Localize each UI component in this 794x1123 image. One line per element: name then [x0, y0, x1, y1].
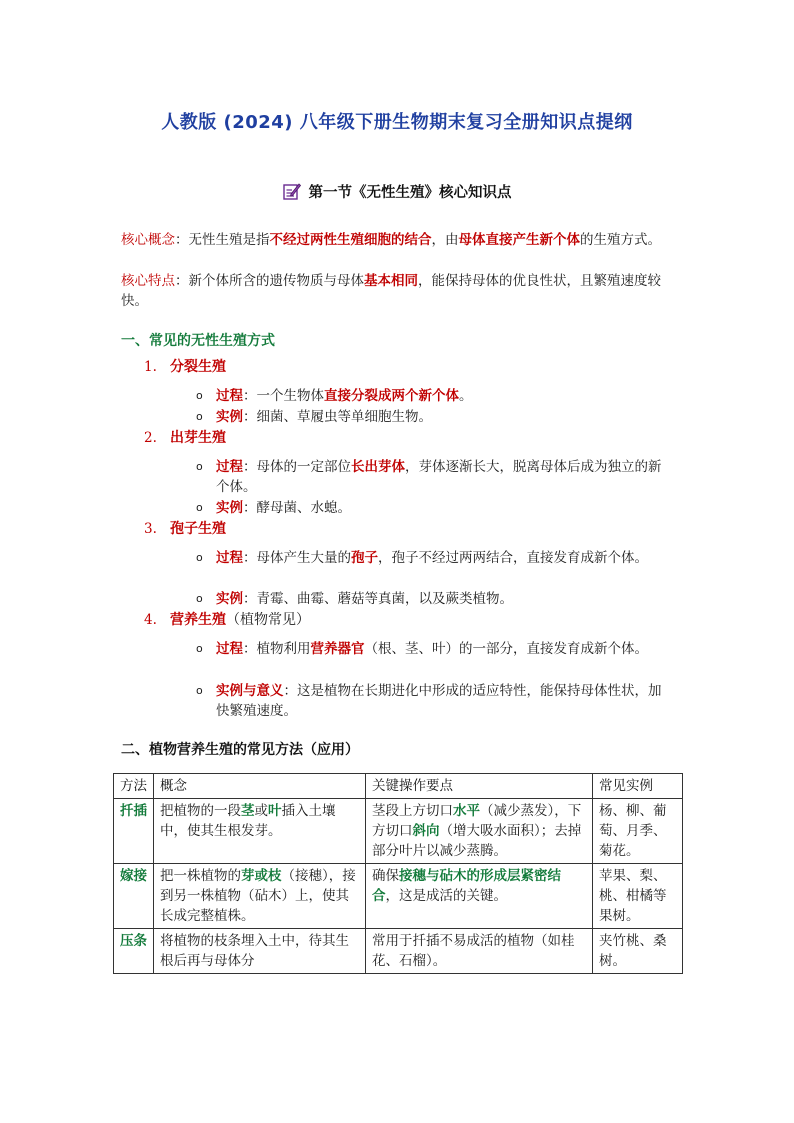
item-note: （植物常见） — [226, 612, 310, 628]
sub-text: ：母体的一定部位 — [243, 459, 351, 475]
cell-text: （增大吸水面积）；去掉部分叶片以减少蒸腾。 — [372, 823, 582, 859]
cell-text: 茎段上方切口 — [372, 803, 453, 819]
sub-label: 实例 — [216, 409, 243, 425]
item-number: 1. — [144, 359, 157, 375]
cell-text: 插入土壤中，使其生根发芽。 — [160, 803, 336, 839]
sub-text: ：青霉、曲霉、蘑菇等真菌，以及蕨类植物。 — [243, 591, 513, 607]
header-cell-examples: 常见实例 — [593, 774, 683, 799]
item-name: 营养生殖 — [170, 612, 226, 628]
sub-item — [196, 457, 674, 497]
sub-text: ：细菌、草履虫等单细胞生物。 — [243, 409, 432, 425]
examples-cell: 苹果、梨、桃、柑橘等果树。 — [593, 864, 683, 929]
circle-bullet-icon: o — [196, 551, 203, 564]
sub-item — [196, 498, 674, 518]
cell-text: 确保 — [372, 868, 399, 884]
core-concept-label: 核心概念 — [121, 232, 175, 248]
sub-item — [196, 386, 674, 406]
sub-item — [196, 639, 674, 659]
cell-highlight: 斜向 — [412, 823, 440, 839]
sub-item — [196, 407, 674, 427]
core-feature-paragraph — [121, 271, 677, 311]
core-feature-text: ，能保持母体的优良性状，且繁殖速度较快。 — [121, 273, 661, 309]
circle-bullet-icon: o — [196, 460, 203, 473]
core-feature-highlight: 基本相同 — [364, 273, 418, 289]
circle-bullet-icon: o — [196, 410, 203, 423]
sub-text: ：植物利用 — [243, 641, 311, 657]
cell-highlight: 水平 — [453, 803, 480, 819]
concept-cell: 将植物的枝条埋入土中，待其生根后再与母体分 — [154, 929, 366, 974]
sub-text: ：酵母菌、水螅。 — [243, 500, 351, 516]
examples-cell: 夹竹桃、桑树。 — [593, 929, 683, 974]
sub-text: ：这是植物在长期进化中形成的适应特性，能保持母体性状，加快繁殖速度。 — [216, 683, 662, 719]
sub-label: 过程 — [216, 459, 243, 475]
sub-item — [196, 589, 674, 609]
pencil-note-icon — [283, 182, 301, 204]
examples-cell: 杨、柳、葡萄、月季、菊花。 — [593, 799, 683, 864]
sub-highlight: 孢子 — [351, 550, 378, 566]
list-item-vegetative — [144, 610, 310, 630]
table-row — [114, 929, 683, 974]
core-concept-highlight: 不经过两性生殖细胞的结合 — [269, 232, 432, 248]
cell-text: （接穗），接到另一株植物（砧木）上，使其长成完整植株。 — [160, 868, 356, 924]
part1-heading: 一、常见的无性生殖方式 — [121, 333, 275, 349]
core-concept-paragraph — [121, 230, 677, 250]
core-feature-label: 核心特点 — [121, 273, 175, 289]
header-cell-method: 方法 — [114, 774, 154, 799]
sub-label: 过程 — [216, 388, 243, 404]
sub-text: ，芽体逐渐长大，脱离母体后成为独立的新个体。 — [216, 459, 662, 495]
concept-cell — [154, 864, 366, 929]
circle-bullet-icon: o — [196, 592, 203, 605]
list-item-fission — [144, 357, 226, 377]
sub-label: 实例 — [216, 500, 243, 516]
sub-text: ：母体产生大量的 — [243, 550, 351, 566]
method-cell: 扦插 — [114, 799, 154, 864]
sub-text: ：一个生物体 — [243, 388, 324, 404]
sub-label: 过程 — [216, 550, 243, 566]
section-heading-text: 第一节《无性生殖》核心知识点 — [308, 185, 512, 201]
cell-highlight: 茎 — [241, 803, 255, 819]
method-cell: 嫁接 — [114, 864, 154, 929]
sub-highlight: 营养器官 — [310, 641, 365, 657]
item-number: 3. — [144, 521, 157, 537]
cell-highlight: 芽或枝 — [241, 868, 282, 884]
document-title: 人教版 (2024) 八年级下册生物期末复习全册知识点提纲 — [161, 112, 633, 133]
core-concept-text: 的生殖方式。 — [580, 232, 661, 248]
concept-cell — [154, 799, 366, 864]
key-points-cell — [366, 799, 593, 864]
core-concept-text: ：无性生殖是指 — [175, 232, 270, 248]
key-points-cell: 常用于扦插不易成活的植物（如桂花、石榴）。 — [366, 929, 593, 974]
circle-bullet-icon: o — [196, 642, 203, 655]
cell-text: 或 — [254, 803, 268, 819]
sub-text: ，孢子不经过两两结合，直接发育成新个体。 — [378, 550, 648, 566]
core-concept-text: ，由 — [431, 232, 459, 248]
list-item-budding — [144, 428, 226, 448]
circle-bullet-icon: o — [196, 501, 203, 514]
item-name: 孢子生殖 — [170, 521, 226, 537]
table-header-row — [114, 774, 683, 799]
sub-highlight: 长出芽体 — [351, 459, 405, 475]
section-heading — [0, 181, 794, 204]
item-number: 4. — [144, 612, 157, 628]
sub-label: 过程 — [216, 641, 243, 657]
methods-table — [113, 773, 683, 974]
cell-highlight: 接穗与砧木的形成层紧密结合 — [372, 868, 561, 904]
table-row — [114, 864, 683, 929]
sub-item — [196, 548, 674, 568]
sub-label: 实例 — [216, 591, 243, 607]
sub-text: （根、茎、叶）的一部分，直接发育成新个体。 — [364, 641, 648, 657]
cell-highlight: 叶 — [268, 803, 282, 819]
sub-text: 。 — [459, 388, 473, 404]
cell-text: 把植物的一段 — [160, 803, 241, 819]
item-name: 分裂生殖 — [170, 359, 226, 375]
sub-item — [196, 681, 674, 721]
circle-bullet-icon: o — [196, 684, 203, 697]
cell-text: 把一株植物的 — [160, 868, 241, 884]
core-concept-highlight: 母体直接产生新个体 — [458, 232, 580, 248]
header-cell-concept: 概念 — [154, 774, 366, 799]
key-points-cell — [366, 864, 593, 929]
list-item-spore — [144, 519, 226, 539]
core-feature-text: ：新个体所含的遗传物质与母体 — [175, 273, 364, 289]
method-cell: 压条 — [114, 929, 154, 974]
cell-text: ，这是成活的关键。 — [385, 888, 507, 904]
item-name: 出芽生殖 — [170, 430, 226, 446]
circle-bullet-icon: o — [196, 389, 203, 402]
part2-heading: 二、植物营养生殖的常见方法（应用） — [121, 742, 359, 758]
cell-text: （减少蒸发），下方切口 — [372, 803, 582, 839]
header-cell-key-points: 关键操作要点 — [366, 774, 593, 799]
sub-label: 实例与意义 — [216, 683, 284, 699]
table-row — [114, 799, 683, 864]
item-number: 2. — [144, 430, 157, 446]
sub-highlight: 直接分裂成两个新个体 — [324, 388, 459, 404]
